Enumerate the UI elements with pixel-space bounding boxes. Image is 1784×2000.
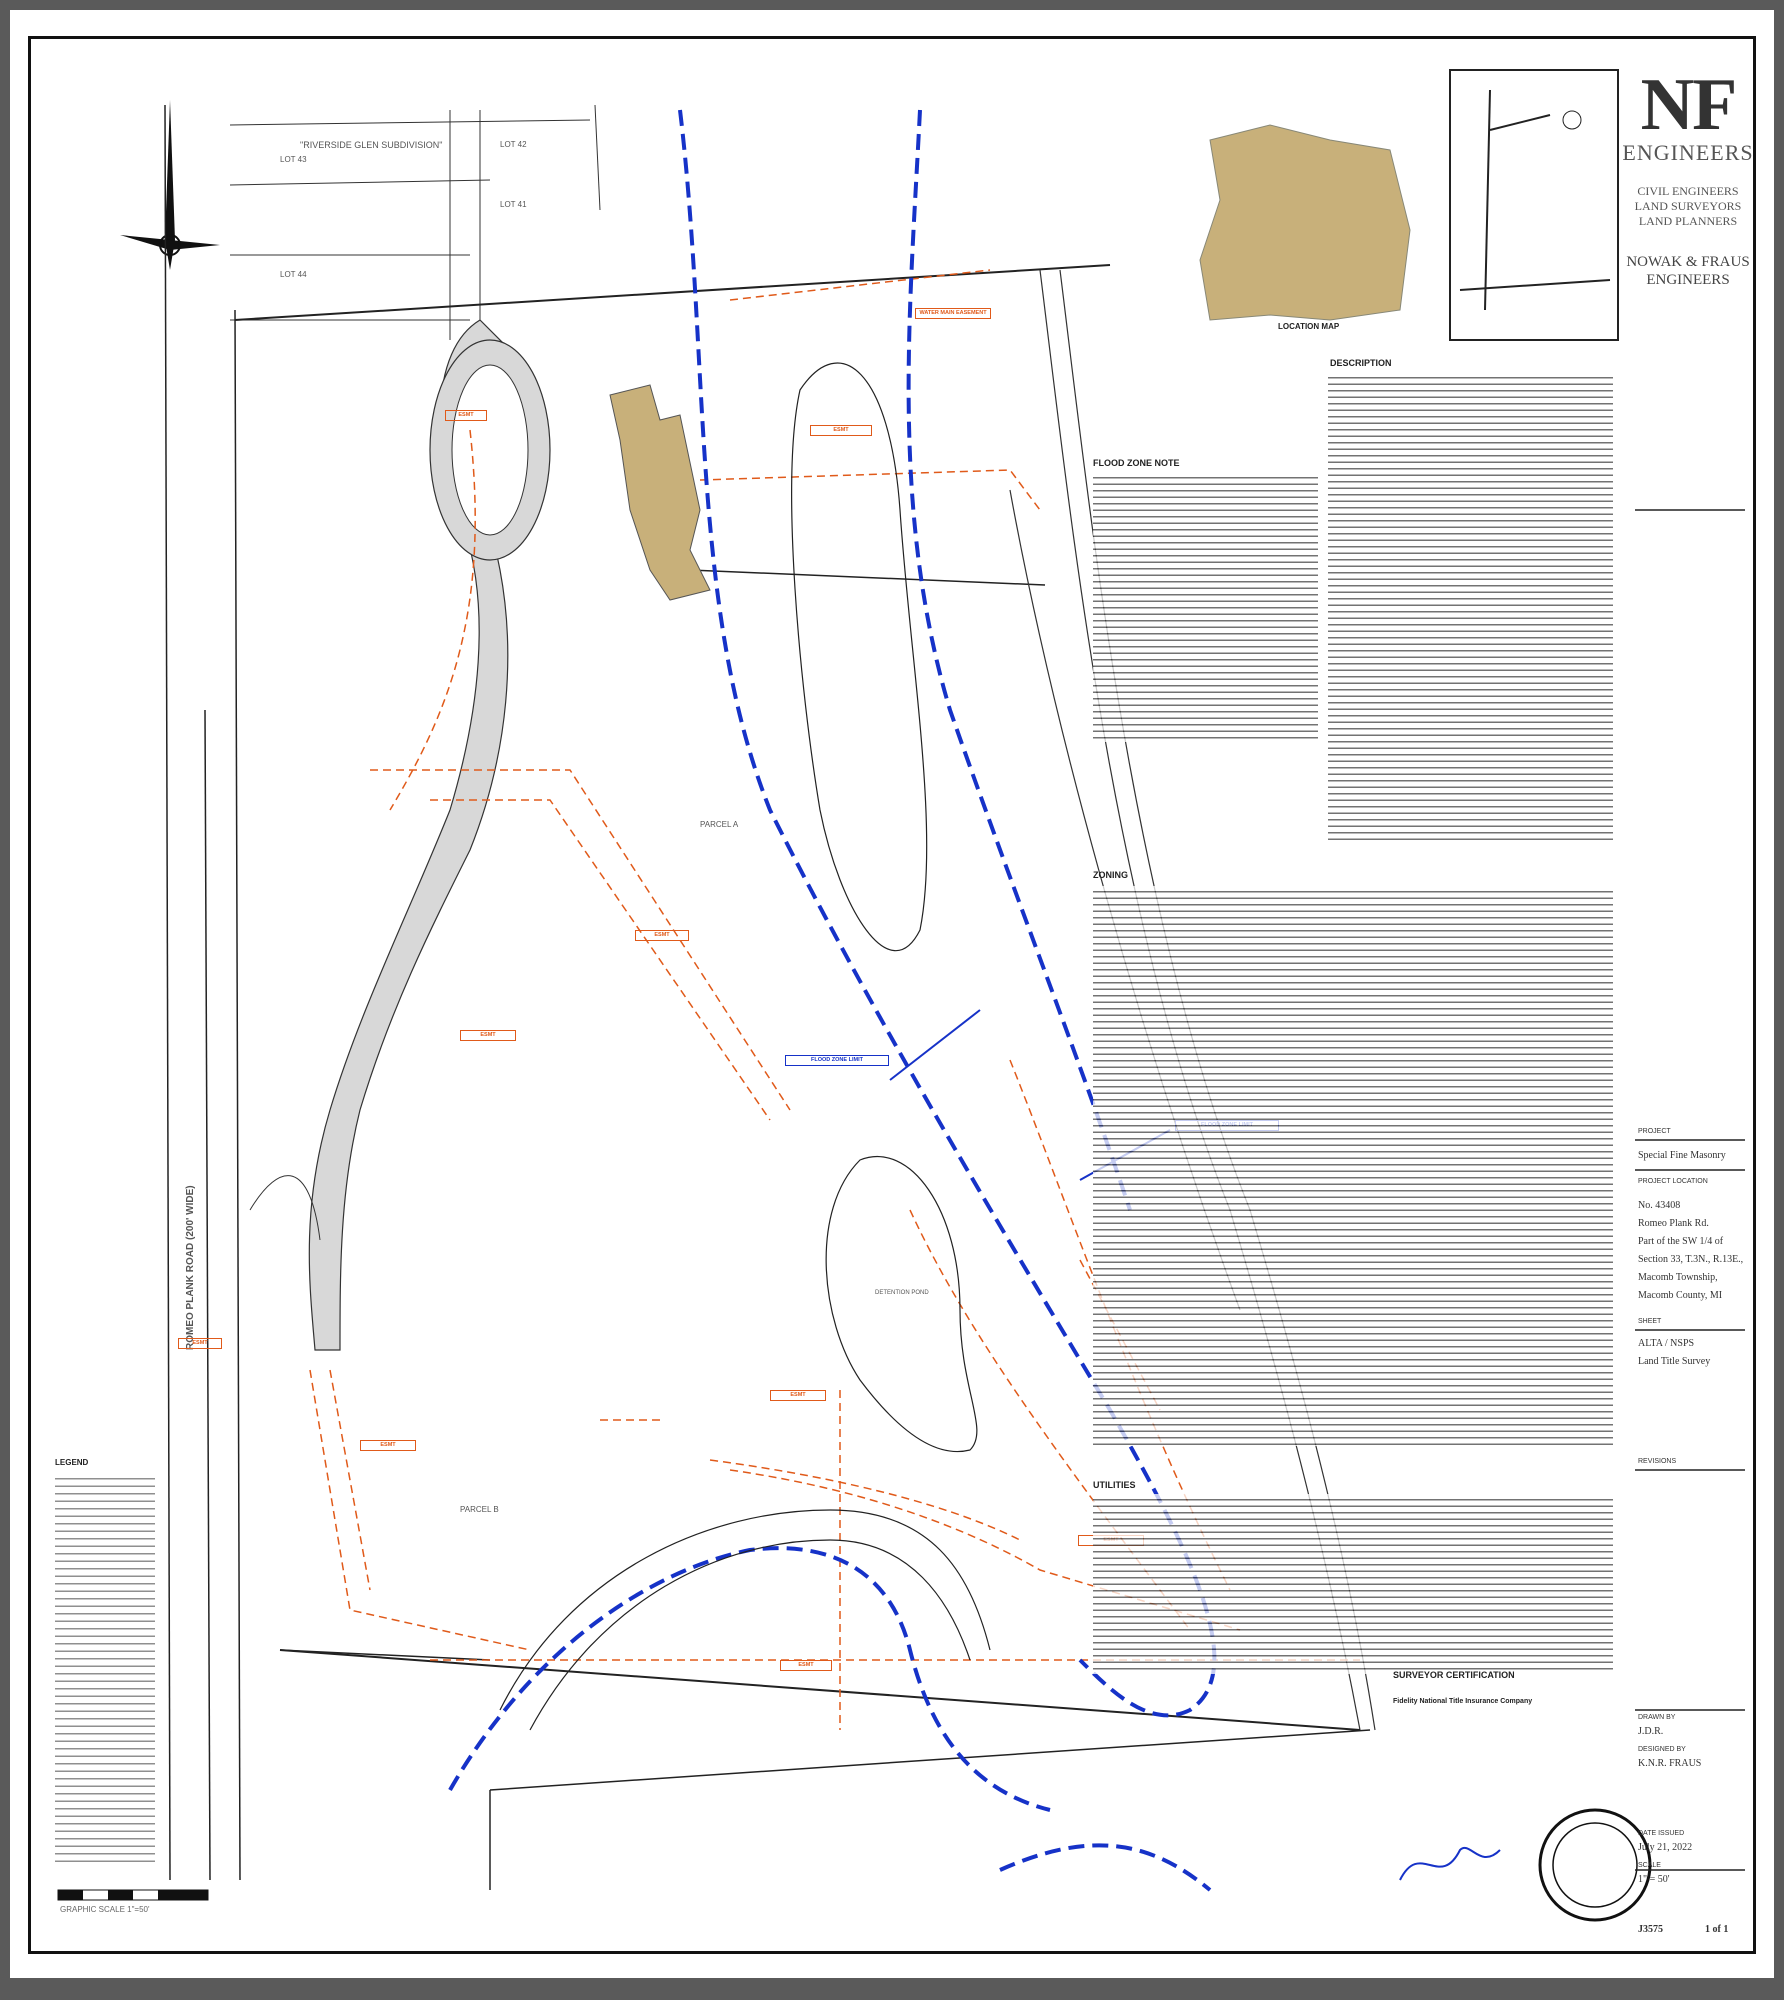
- legend-entries: [55, 1472, 155, 1867]
- parcel-b-label: PARCEL B: [460, 1505, 499, 1514]
- easement-callout: WATER MAIN EASEMENT: [915, 308, 991, 319]
- easement-callout: ESMT: [810, 425, 872, 436]
- building-footprint: [610, 385, 710, 600]
- easement-callout: ESMT: [178, 1338, 222, 1349]
- firm-name-2: ENGINEERS: [1646, 272, 1730, 288]
- easement-callout: ESMT: [460, 1030, 516, 1041]
- insurance-company: Fidelity National Title Insurance Company: [1393, 1698, 1533, 1705]
- project-value: Special Fine Masonry: [1638, 1150, 1726, 1161]
- date-label: DATE ISSUED: [1638, 1830, 1685, 1837]
- flood-zone-heading: FLOOD ZONE NOTE: [1093, 458, 1180, 468]
- location-label: PROJECT LOCATION: [1638, 1178, 1708, 1185]
- logo-wordmark: ENGINEERS: [1622, 140, 1754, 165]
- graphic-scale-bar: [58, 1890, 208, 1900]
- aerial-inset: [1200, 125, 1410, 320]
- parcel-a-label: PARCEL A: [700, 820, 739, 829]
- firm-title-block: [1618, 64, 1758, 289]
- contour-lines: [500, 363, 990, 1730]
- sheet-number: 1 of 1: [1705, 1924, 1729, 1935]
- title-block-lines: [1635, 510, 1745, 1870]
- lot-44-label: LOT 44: [280, 270, 307, 279]
- description-heading: DESCRIPTION: [1330, 358, 1392, 368]
- scale-label: SCALE: [1638, 1862, 1661, 1869]
- north-arrow-icon: [120, 100, 220, 270]
- drawn-by-value: J.D.R.: [1638, 1726, 1664, 1737]
- nf-logo: NF: [1640, 64, 1736, 146]
- utilities-heading: UTILITIES: [1093, 1480, 1136, 1490]
- location-map-label: LOCATION MAP: [1278, 322, 1340, 331]
- drawn-by-label: DRAWN BY: [1638, 1714, 1676, 1721]
- location-line-4: Section 33, T.3N., R.13E.,: [1638, 1254, 1744, 1265]
- location-line-6: Macomb County, MI: [1638, 1290, 1723, 1301]
- sheet-label: SHEET: [1638, 1318, 1662, 1325]
- service-1: CIVIL ENGINEERS: [1637, 184, 1739, 198]
- date-value: July 21, 2022: [1638, 1842, 1693, 1853]
- designed-by-value: K.N.R. FRAUS: [1638, 1758, 1702, 1769]
- signature: [1400, 1848, 1500, 1880]
- easement-callout: ESMT: [780, 1660, 832, 1671]
- scale-value: 1" = 50': [1638, 1874, 1670, 1885]
- easement-callout: ESMT: [635, 930, 689, 941]
- project-label: PROJECT: [1638, 1128, 1671, 1135]
- location-line-5: Macomb Township,: [1638, 1272, 1718, 1283]
- lot-43-label: LOT 43: [280, 155, 307, 164]
- easement-callout: ESMT: [770, 1390, 826, 1401]
- schedule-b-text: [1093, 886, 1613, 1446]
- job-number: J3575: [1638, 1924, 1663, 1935]
- easement-callout: ESMT: [445, 410, 487, 421]
- location-line-3: Part of the SW 1/4 of: [1638, 1236, 1724, 1247]
- flood-zone-text: [1093, 472, 1318, 742]
- legend-title: LEGEND: [55, 1458, 89, 1467]
- romeo-plank-road-lines: [165, 105, 240, 1880]
- easement-callout: ESMT: [360, 1440, 416, 1451]
- scale-bar-label: GRAPHIC SCALE 1"=50': [60, 1905, 150, 1914]
- road-name-label: ROMEO PLANK ROAD (200' WIDE): [185, 1185, 196, 1350]
- subdivision-label: "RIVERSIDE GLEN SUBDIVISION": [300, 140, 443, 150]
- drawing-sheet: [10, 10, 1774, 1978]
- sheet-value-2: Land Title Survey: [1638, 1356, 1711, 1367]
- legal-description-text: [1328, 372, 1613, 842]
- location-line-2: Romeo Plank Rd.: [1638, 1218, 1709, 1229]
- revisions-label: REVISIONS: [1638, 1458, 1677, 1465]
- lot-41-label: LOT 41: [500, 200, 527, 209]
- certification-heading: SURVEYOR CERTIFICATION: [1393, 1670, 1515, 1680]
- flood-zone-callout: FLOOD ZONE LIMIT: [785, 1055, 889, 1066]
- firm-name-1: NOWAK & FRAUS: [1626, 254, 1750, 270]
- lot-42-label: LOT 42: [500, 140, 527, 149]
- surveyor-seal: [1540, 1810, 1650, 1920]
- utilities-text: [1093, 1494, 1613, 1674]
- service-2: LAND SURVEYORS: [1634, 199, 1742, 213]
- zoning-heading: ZONING: [1093, 870, 1128, 880]
- sheet-value-1: ALTA / NSPS: [1638, 1338, 1695, 1349]
- location-line-1: No. 43408: [1638, 1200, 1681, 1211]
- service-3: LAND PLANNERS: [1638, 214, 1738, 228]
- pond-label: DETENTION POND: [875, 1290, 929, 1296]
- designed-by-label: DESIGNED BY: [1638, 1746, 1686, 1753]
